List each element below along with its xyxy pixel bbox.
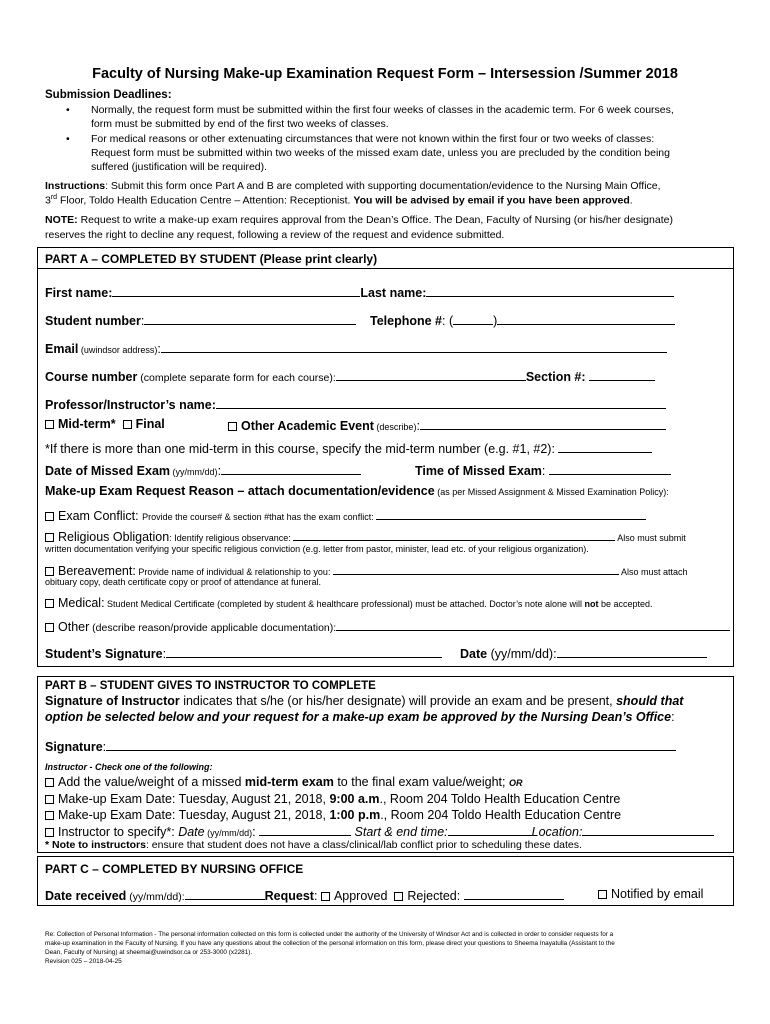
instructor-sig-text — [45, 694, 683, 708]
reason-heading: Make-up Exam Request Reason – attach documentation/evidence — [45, 484, 435, 498]
telephone-label: Telephone # — [370, 314, 443, 328]
midterm-label: Mid-term* — [58, 417, 116, 431]
option-date-format: (yy/mm/dd) — [204, 828, 253, 838]
missed-time-field[interactable] — [549, 462, 671, 475]
midterm-note: *If there is more than one mid-term in this course, specify the mid-term number (e.g. #1, #2): — [45, 442, 559, 456]
last-name-field[interactable] — [426, 284, 674, 297]
footer-line: Re: Collection of Personal Information - The personal information collected on this form is collected under the authority of the University of Windsor Act and is collected in order to consider requests for a — [45, 931, 614, 938]
option-add-weight-checkbox[interactable] — [45, 778, 54, 787]
specify-time-field[interactable] — [448, 823, 532, 836]
option-text-bold: mid-term exam — [244, 775, 334, 789]
exam-conflict-note: Provide the course# & section #that has the exam conflict: — [142, 512, 377, 522]
missed-date-label: Date of Missed Exam — [45, 464, 171, 478]
instructor-note-text: : ensure that student does not have a class/clinical/lab conflict prior to scheduling these dates. — [145, 839, 582, 851]
note-line — [45, 229, 504, 241]
exam-type-row — [45, 417, 165, 431]
other-event-note: (describe) — [373, 422, 417, 432]
approved-checkbox[interactable] — [321, 892, 330, 901]
bereavement-also: Also must attach — [618, 567, 688, 577]
notified-label: Notified by email — [611, 887, 704, 901]
medical-label: Medical: — [58, 596, 105, 610]
footer-line: Dean, Faculty of Nursing) at sheemai@uwindsor.ca or 253-3000 (x2281). — [45, 949, 253, 956]
instructor-sig-end: : — [671, 710, 675, 724]
professor-field[interactable] — [216, 396, 666, 409]
student-signature-label: Student’s Signature — [45, 647, 163, 661]
other-event-row: Other Academic Event (describe): — [228, 417, 666, 433]
deadline-text: For medical reasons or other extenuating circumstances that were not known within the first four or two weeks of classes: — [91, 133, 655, 145]
instructor-signature-field[interactable] — [106, 738, 676, 751]
footer — [45, 930, 615, 966]
exam-conflict-checkbox[interactable] — [45, 512, 54, 521]
reason-note: (as per Missed Assignment & Missed Examination Policy): — [434, 487, 669, 497]
other-event-field[interactable] — [420, 417, 666, 430]
email-note: (uwindsor address) — [78, 345, 158, 355]
religious-label: Religious Obligation — [58, 530, 170, 544]
section-field[interactable] — [589, 368, 655, 381]
student-number-field[interactable] — [144, 312, 356, 325]
other-reason-label: Other — [58, 620, 90, 634]
other-reason-row — [45, 618, 730, 634]
bereavement-label: Bereavement: — [58, 564, 136, 578]
instructor-sig-label: Signature of Instructor — [45, 694, 180, 708]
option-text: : — [252, 825, 260, 839]
reason-heading-row — [45, 484, 669, 498]
instructor-sig-emph: option be selected below and your request for a make-up exam be approved by the Nursing Dean’s Office — [45, 710, 672, 724]
professor-row: Professor/Instructor’s name: — [45, 396, 666, 412]
missed-time-label: Time of Missed Exam — [415, 464, 542, 478]
revision-line: Revision 025 – 2018-04-25 — [45, 958, 122, 965]
other-event-label: Other Academic Event — [241, 419, 374, 433]
last-name-label: Last name: — [360, 286, 427, 300]
bereavement-field[interactable] — [333, 562, 619, 575]
student-date-field[interactable] — [557, 645, 707, 658]
note-text: reserves the right to decline any request, following a review of the request and evidence submitted. — [45, 229, 505, 241]
bullet-icon: • — [66, 133, 70, 145]
course-row — [45, 368, 655, 384]
date-received-field[interactable] — [185, 887, 265, 900]
midterm-checkbox[interactable] — [45, 420, 54, 429]
instructor-signature-label: Signature — [45, 740, 103, 754]
option-text: to the final exam value/weight; — [333, 775, 509, 789]
specify-date-field[interactable] — [259, 823, 351, 836]
email-row: Email (uwindsor address): — [45, 340, 667, 356]
instructor-signature-row: Signature: — [45, 738, 676, 754]
final-checkbox[interactable] — [123, 420, 132, 429]
student-date-format: (yy/mm/dd): — [487, 647, 557, 661]
instructions-text: : Submit this form once Part A and B are completed with supporting documentation/evidence to the Nursing Main Office, — [105, 180, 661, 192]
exam-conflict-field[interactable] — [376, 507, 646, 520]
religious-checkbox[interactable] — [45, 533, 54, 542]
instructor-note — [45, 839, 582, 851]
student-signature-row: Student’s Signature: — [45, 645, 442, 661]
part-b-heading: PART B – STUDENT GIVES TO INSTRUCTOR TO COMPLETE — [45, 680, 376, 692]
telephone-row — [370, 312, 675, 328]
option-afternoon — [45, 808, 621, 822]
note-text: Request to write a make-up exam requires approval from the Dean’s Office. The Dean, Faculty of Nursing (or his/her designate) — [77, 214, 673, 226]
option-text: Add the value/weight of a missed — [58, 775, 245, 789]
option-date-label: Date — [178, 825, 205, 839]
note-line — [45, 214, 673, 226]
instructions-line — [45, 194, 633, 207]
conflict-row — [45, 507, 646, 523]
course-number-field[interactable] — [336, 368, 526, 381]
option-text: Make-up Exam Date: Tuesday, August 21, 2018, — [58, 808, 330, 822]
instructions-bold: You will be advised by email if you have been approved — [353, 194, 630, 207]
missed-date-field[interactable] — [221, 462, 361, 475]
medical-checkbox[interactable] — [45, 599, 54, 608]
area-code-field[interactable] — [453, 312, 493, 325]
option-afternoon-checkbox[interactable] — [45, 811, 54, 820]
option-text: Make-up Exam Date: Tuesday, August 21, 2018, — [58, 792, 330, 806]
religious-note: : Identify religious observance: — [169, 533, 294, 543]
student-date-row — [460, 645, 707, 661]
medical-not: not — [584, 599, 599, 609]
first-name-row: First name: Last name: — [45, 284, 674, 300]
option-specify: Instructor to specify*: Date (yy/mm/dd): Start & end time: Location: — [45, 823, 714, 839]
bereavement-line2: obituary copy, death certificate copy or proof of attendance at funeral. — [45, 577, 321, 587]
option-location-label: Location — [531, 825, 579, 839]
other-reason-field[interactable] — [336, 618, 730, 631]
instructions-text: . — [629, 194, 633, 207]
option-morning — [45, 792, 620, 806]
rejected-field[interactable] — [464, 887, 564, 900]
option-text-bold: 1:00 p.m — [329, 808, 381, 822]
instructor-sig-emph: should that — [616, 694, 684, 708]
bereavement-note: Provide name of individual & relationship to you: — [135, 567, 333, 577]
date-received-format: (yy/mm/dd): — [126, 891, 185, 903]
telephone-paren: : ( — [442, 314, 454, 328]
deadlines-heading: Submission Deadlines: — [45, 89, 172, 101]
note-label: NOTE: — [45, 214, 78, 226]
section-label: Section #: — [525, 370, 586, 384]
instructor-sig-text — [45, 710, 675, 724]
exam-conflict-label: Exam Conflict: — [58, 509, 143, 523]
missed-date-row: Date of Missed Exam (yy/mm/dd): — [45, 462, 361, 478]
form-title: Faculty of Nursing Make-up Examination Request Form – Intersession /Summer 2018 — [92, 66, 678, 82]
bereavement-checkbox[interactable] — [45, 567, 54, 576]
midterm-number-field[interactable] — [558, 440, 652, 453]
course-note: (complete separate form for each course): — [137, 372, 336, 384]
notified-row — [598, 887, 703, 901]
option-add-weight — [45, 775, 522, 789]
medical-note: Student Medical Certificate (completed by student & healthcare professional) must be attached. Doctor’s note alone will — [104, 599, 585, 609]
student-number-row: Student number: — [45, 312, 356, 328]
other-reason-checkbox[interactable] — [45, 623, 54, 632]
option-specify-checkbox[interactable] — [45, 828, 54, 837]
rejected-checkbox[interactable] — [394, 892, 403, 901]
instructions-sup: rd — [50, 194, 58, 201]
deadline-text: form must be submitted by end of the first two weeks of classes. — [91, 118, 389, 130]
religious-also: Also must submit — [615, 533, 686, 543]
student-date-label: Date — [460, 647, 488, 661]
part-c-heading: PART C – COMPLETED BY NURSING OFFICE — [45, 862, 304, 876]
date-received-row: Date received (yy/mm/dd): Request: Approved Rejected: — [45, 887, 564, 903]
email-field[interactable] — [161, 340, 667, 353]
bullet-icon: • — [66, 104, 70, 116]
part-a-heading: PART A – COMPLETED BY STUDENT (Please print clearly) — [45, 252, 378, 266]
bereavement-row — [45, 562, 688, 578]
medical-row — [45, 596, 653, 610]
first-name-field[interactable] — [112, 284, 360, 297]
medical-end: be accepted. — [598, 599, 653, 609]
notified-checkbox[interactable] — [598, 890, 607, 899]
student-signature-field[interactable] — [166, 645, 442, 658]
option-morning-checkbox[interactable] — [45, 795, 54, 804]
final-label: Final — [135, 417, 165, 431]
footer-line: make-up examination in the Faculty of Nursing. If you have any questions about the collection of the personal information on this form, please direct your questions to Sheema Inayatulla (Assistant to the — [45, 940, 615, 947]
specify-location-field[interactable] — [582, 823, 714, 836]
instructions-text: 3 — [45, 194, 51, 207]
missed-date-format: (yy/mm/dd) — [170, 467, 218, 477]
telephone-paren: ) — [493, 314, 498, 328]
option-text: ., Room 204 Toldo Health Education Centre — [380, 808, 622, 822]
deadline-text: Normally, the request form must be submitted within the first four weeks of classes in the academic term. For 6 week courses, — [91, 104, 674, 116]
divider — [37, 268, 733, 269]
instructions-line — [45, 180, 661, 192]
email-label: Email — [45, 342, 79, 356]
professor-label: Professor/Instructor’s name — [45, 398, 212, 412]
other-event-checkbox[interactable] — [228, 422, 237, 431]
option-or: OR — [508, 778, 523, 788]
student-number-label: Student number — [45, 314, 141, 328]
instructor-note-label: * Note to instructors — [45, 839, 146, 851]
telephone-field[interactable] — [497, 312, 675, 325]
approved-label: Approved — [333, 889, 388, 903]
option-time-label: Start & end time — [354, 825, 445, 839]
missed-time-row: Time of Missed Exam: — [415, 462, 671, 478]
option-text: Instructor to specify*: — [58, 825, 179, 839]
instructor-sig-desc: indicates that s/he (or his/her designate) will provide an exam and be present, — [179, 694, 617, 708]
religious-field[interactable] — [293, 528, 615, 541]
religious-row — [45, 528, 686, 544]
religious-line2: written documentation verifying your specific religious conviction (e.g. letter from pastor, minister, lead etc. of your religious organization). — [45, 544, 589, 554]
first-name-label: First name — [45, 286, 109, 300]
request-label: Request — [264, 889, 314, 903]
date-received-label: Date received — [45, 889, 127, 903]
other-reason-note: (describe reason/provide applicable documentation): — [89, 622, 337, 634]
instructions-text: Floor, Toldo Health Education Centre – Attention: Receptionist. — [57, 194, 354, 207]
rejected-label: Rejected: — [407, 889, 461, 903]
option-text-bold: 9:00 a.m — [329, 792, 380, 806]
instructions-label: Instructions — [45, 180, 106, 192]
course-number-label: Course number — [45, 370, 138, 384]
option-text: ., Room 204 Toldo Health Education Centre — [379, 792, 621, 806]
deadline-text: suffered (justification will be required). — [91, 161, 268, 173]
deadline-text: Request form must be submitted within two weeks of the missed exam date, unless you are precluded by the condition being — [91, 147, 670, 159]
check-one-label: Instructor - Check one of the following: — [45, 762, 213, 772]
midterm-note-row — [45, 440, 652, 456]
